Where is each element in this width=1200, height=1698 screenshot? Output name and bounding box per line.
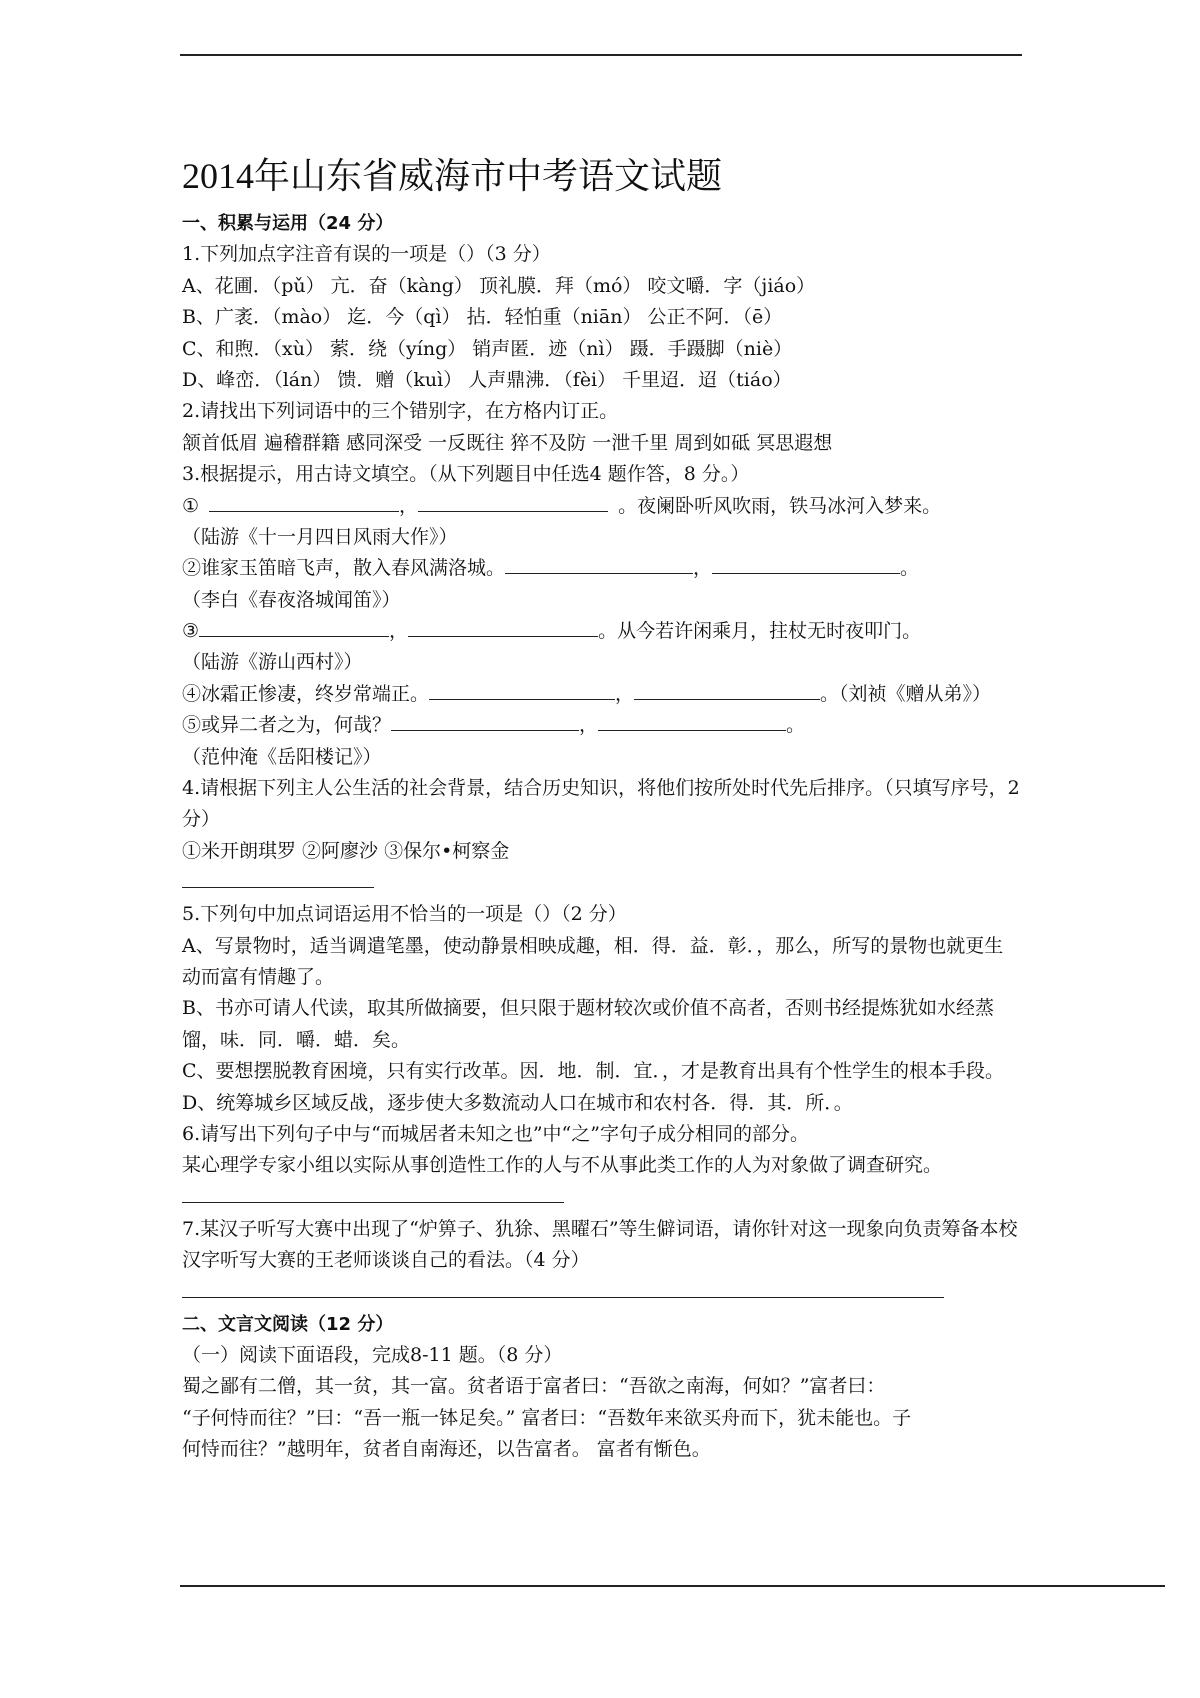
question-stem: 6.请写出下列句子中与“而城居者未知之也”中“之”字句子成分相同的部分。 bbox=[182, 1123, 809, 1146]
question-stem: 3.根据提示，用古诗文填空。（从下列题目中任选4 题作答，8 分。） bbox=[182, 463, 750, 486]
answer-blank[interactable] bbox=[199, 618, 389, 637]
page-title: 2014年山东省威海市中考语文试题 bbox=[182, 156, 723, 196]
answer-blank[interactable] bbox=[598, 712, 786, 731]
header-rule bbox=[180, 54, 1022, 56]
question-stem: 1.下列加点字注音有误的一项是（）（3 分） bbox=[182, 243, 551, 266]
option-d: D、峰峦．（lán） 馈．赠（kuì） 人声鼎沸．（fèi） 千里迢．迢（tiáo） bbox=[182, 368, 792, 391]
poem-source: （李白《春夜洛城闻笛》） bbox=[182, 588, 401, 611]
footer-rule bbox=[180, 1585, 1165, 1587]
example-sentence: 某心理学专家小组以实际从事创造性工作的人与不从事此类工作的人为对象做了调查研究。 bbox=[182, 1154, 943, 1177]
option-a: A、写景物时，适当调遣笔墨，使动静景相映成趣，相．得．益．彰．，那么，所写的景物也就更生动而富有情趣了。 bbox=[182, 934, 1004, 989]
poem-source: （陆游《游山西村》） bbox=[182, 651, 363, 674]
exam-body bbox=[182, 208, 1022, 1466]
question-stem: 5.下列句中加点词语运用不恰当的一项是（）（2 分） bbox=[182, 903, 627, 926]
answer-blank[interactable] bbox=[712, 555, 900, 574]
answer-line[interactable] bbox=[182, 867, 374, 888]
answer-blank[interactable] bbox=[209, 493, 399, 512]
option-a: A、花圃．（pǔ） 亢．奋（kàng） 顶礼膜．拜（mó） 咬文嚼．字（jiáo） bbox=[182, 274, 816, 297]
option-c: C、和煦．（xù） 萦．绕（yíng） 销声匿．迹（nì） 蹑．手蹑脚（niè） bbox=[182, 337, 793, 360]
poem-source: （陆游《十一月四日风雨大作》） bbox=[182, 525, 458, 548]
question-stem: 2.请找出下列词语中的三个错别字，在方格内订正。 bbox=[182, 400, 619, 423]
option-b: B、书亦可请人代读，取其所做摘要，但只限于题材较次或价值不高者，否则书经提炼犹如水经蒸馏，味．同．嚼．蜡．矣。 bbox=[182, 997, 994, 1051]
item-number: ① bbox=[182, 494, 200, 517]
option-list: ①米开朗琪罗 ②阿廖沙 ③保尔•柯察金 bbox=[182, 839, 510, 862]
word-list: 颔首低眉 遍稽群籍 感同深受 一反既往 猝不及防 一泄千里 周到如砥 冥思遐想 bbox=[182, 431, 833, 454]
poem-source: （范仲淹《岳阳楼记》） bbox=[182, 745, 382, 768]
option-b: B、广袤．（mào） 迄．今（qì） 拈．轻怕重（niān） 公正不阿．（ē） bbox=[182, 306, 783, 329]
answer-line[interactable] bbox=[182, 1182, 564, 1203]
poem-item-2: ②谁家玉笛暗飞声，散入春风满洛城。 ， 。 bbox=[182, 557, 920, 580]
answer-blank[interactable] bbox=[429, 681, 615, 700]
question-stem: 7.某汉子听写大赛中出现了“炉箅子、犰狳、黑曜石”等生僻词语，请你针对这一现象向负责筹备本校汉字听写大赛的王老师谈谈自己的看法。（4 分） bbox=[182, 1217, 1018, 1272]
section-heading: 二、文言文阅读（12 分） bbox=[182, 1313, 394, 1335]
poem-item-3: ③ ， 。从今若许闲乘月，拄杖无时夜叩门。 bbox=[182, 620, 922, 643]
passage-line: 蜀之鄙有二僧，其一贫，其一富。贫者语于富者曰：“吾欲之南海，何如？”富者曰： bbox=[182, 1375, 886, 1398]
option-d: D、统筹城乡区域反战，逐步使大多数流动人口在城市和农村各．得．其．所．。 bbox=[182, 1091, 853, 1114]
answer-blank[interactable] bbox=[505, 555, 693, 574]
poem-item-5: ⑤或异二者之为，何哉？ ， 。 bbox=[182, 714, 806, 737]
answer-blank[interactable] bbox=[418, 493, 608, 512]
answer-blank[interactable] bbox=[634, 681, 820, 700]
passage-line: “子何恃而往？”曰：“吾一瓶一钵足矣。” 富者曰：“吾数年来欲买舟而下，犹未能也。子 bbox=[182, 1406, 912, 1429]
option-c: C、要想摆脱教育困境，只有实行改革。因．地．制．宜．，才是教育出具有个性学生的根本手段。 bbox=[182, 1060, 1005, 1083]
poem-item-1: ① ， 。夜阑卧听风吹雨，铁马冰河入梦来。 bbox=[182, 494, 942, 517]
poem-item-4: ④冰霜正惨凄，终岁常端正。 ， 。（刘祯《赠从弟》） bbox=[182, 682, 992, 705]
answer-line[interactable] bbox=[182, 1277, 944, 1298]
answer-blank[interactable] bbox=[408, 618, 598, 637]
question-stem: 4.请根据下列主人公生活的社会背景，结合历史知识，将他们按所处时代先后排序。（只填写序号，2 分） bbox=[182, 777, 1020, 831]
section-heading: 一、积累与运用（24 分） bbox=[182, 213, 394, 234]
passage-line: 何恃而往？”越明年，贫者自南海还，以告富者。 富者有惭色。 bbox=[182, 1438, 711, 1461]
passage-instruction: （一）阅读下面语段，完成8-11 题。（8 分） bbox=[182, 1344, 563, 1367]
answer-blank[interactable] bbox=[391, 712, 579, 731]
